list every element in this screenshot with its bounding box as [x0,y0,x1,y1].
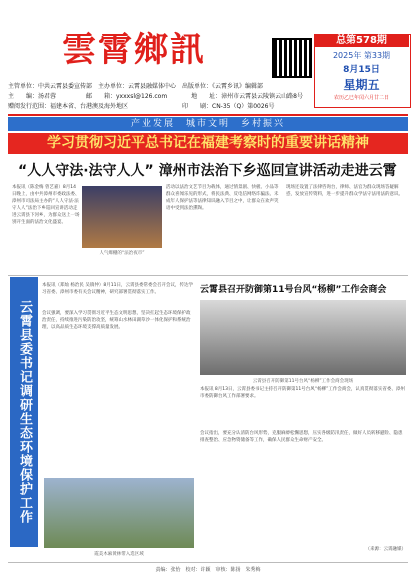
vertical-title: 云霄县委书记调研生态环境保护工作 [10,277,38,547]
article3-body: 会议指出，要充分认清防台风形势，克服麻痹松懈思想，压实各级防汛责任，做好人员转移避险、隐患排查整治、应急物资储备等工作，确保人民群众生命财产安全。 [200,431,403,443]
article1-photo [82,186,162,248]
section-bar: 产业发展 城市文明 乡村振兴 [8,117,408,131]
issue-weekday: 星期五 [343,78,380,92]
article2-photo-caption: 霞美木麻黄林带入选区域 [94,552,144,557]
divider [8,275,408,276]
article1-photo-caption: 人气爆棚的“法治夜市” [99,251,145,256]
article2-lead: 本报讯（郑灿 杨治民 吴镇仲）8月11日，云霄县委常委会召开会议，传达学习省委、漳州市委有关会议精神，研究部署贯彻落实工作。 [42,283,193,295]
article1-lead: 本报讯（陈金梅 曾艺嘉）8月14日晚上，由中共漳州市委政法委、漳州市司法局主办的“人人守法·法守人人”法治下乡巡回宣讲活动走进云霄县下河乡，为群众送上一场别开生面的法治文化盛宴。 [12,185,80,225]
issue-lunar: 农历乙巳年闰六月廿二日 [333,95,389,101]
article3-source: （来源：云霄融媒） [365,547,406,552]
article2-body: 会议强调，要深入学习贯彻习近平生态文明思想，坚决扛起生态环境保护政治责任，持续推进污染防治攻坚，统筹山水林田湖草沙一体化保护和系统治理，以高品质生态环境支撑高质量发展。 [42,311,191,330]
issue-total: 总第578期 [314,34,409,47]
article3-lead: 本报讯 8月13日，云霄县委书记主持召开防御第11号台风“杨柳”工作会商会，认真贯彻落实省委、漳州市委防御台风工作部署要求。 [200,387,405,399]
article1-col2: 活动以法治文艺节目为载体，通过情景剧、快板、小品等群众喜闻乐见的形式，将民法典、反电信网络诈骗法、未成年人保护法等法律知识融入节目之中，让群众在欢声笑语中受到法治熏陶。 [166,185,279,211]
footer: 责编：张怡 校对：许颖 审核：陈扬 朱秀梅 [155,567,261,573]
issue-year: 2025年 第33期 [332,51,391,60]
article1-col3: 现场还设置了法律咨询台，律师、法官为群众现场答疑解惑，发放宣传资料，进一步提升群众学法守法用法的意识。 [286,185,403,197]
article3-photo-caption: 云霄县召开防御第11号台风“杨柳”工作会商会现场 [252,379,354,384]
meta-sponsor: 主管单位：中共云霄县委宣传部 主办单位：云霄县融媒体中心 出版单位：《云霄乡讯》编辑部 [8,83,264,90]
issue-date: 8月15日 [343,65,380,75]
divider [8,562,408,563]
qr-code-icon [274,40,310,76]
banner: 学习贯彻习近平总书记在福建考察时的重要讲话精神 [8,133,408,154]
divider [8,114,408,116]
headline: “人人守法·法守人人” 漳州市法治下乡巡回宣讲活动走进云霄 [18,163,397,179]
article2-photo [44,478,194,548]
article3-photo [200,300,406,375]
meta-editor: 主 编：汤君蓉 邮 箱：yxxxsl@126.com 地 址：漳州市云霄县云陵镇云山路8号 [8,93,303,100]
meta-scope: 赠阅发行范围：福建本省、台港澳及海外地区 印 刷：CN-35（Q）第0026号 [8,103,275,110]
masthead-title: 雲霄鄉訊 [62,30,206,70]
article3-title: 云霄县召开防御第11号台风“杨柳”工作会商会 [200,285,387,295]
